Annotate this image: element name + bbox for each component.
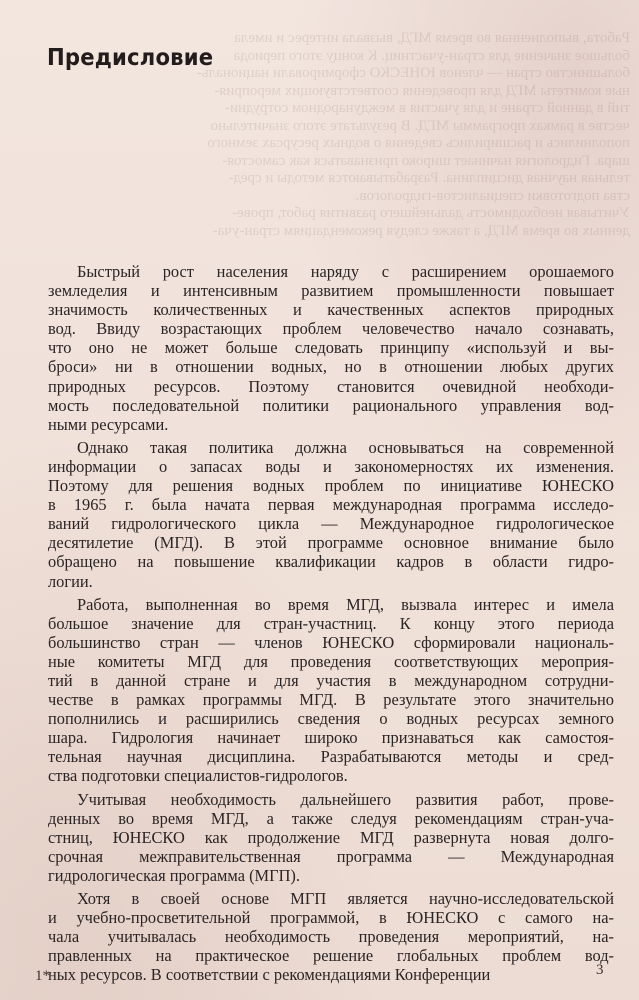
text-line: Однако такая политика должна основываться на современной bbox=[77, 437, 614, 457]
text-line: честве в рамках программы МГД. В результате этого значительно bbox=[48, 690, 614, 710]
text-line: ваний гидрологического цикла — Международное гидрологическое bbox=[48, 514, 614, 534]
bleed-through-text: Работа, выполненная во время МГД, вызвала интерес и имела большое значение для стран-участниц. К концу этого периода большинство стран — членов ЮНЕСКО сформировали националь- ные комитеты МГД для проведения соответствующих мероприя- тий в данной стране и для участия в международном сотрудни- честве в рамках программы МГД. В результате этого значительно пополнились и расширились сведения о водных ресурсах земного шара. Гидрология начинает широко признаваться как самостоя- тельная научная дисциплина. Разрабатываются методы и сред- ства подготовки специалистов-гидрологов. Учитывая необходимость дальнейшего развития работ, прове- денных во время МГД, а также следуя рекомендациям стран-уча- bbox=[196, 30, 630, 239]
text-line: природных ресурсов. Поэтому становится очевидной необходи- bbox=[48, 376, 614, 396]
text-line: ных ресурсов. В соответствии с рекомендациями Конференции bbox=[48, 965, 491, 985]
paragraph bbox=[48, 438, 614, 591]
text-line: пополнились и расширились сведения о водных ресурсах земного bbox=[48, 709, 614, 729]
text-line: Хотя в своей основе МГП является научно-исследовательской bbox=[77, 889, 614, 908]
text-line: десятилетие (МГД). В этой программе основное внимание было bbox=[48, 533, 614, 553]
text-line: логии. bbox=[48, 571, 93, 591]
text-line: денных во время МГД, а также следуя рекомендациям стран-уча- bbox=[48, 808, 614, 828]
text-line: земледелия и интенсивным развитием промышленности повышает bbox=[48, 281, 614, 301]
text-line: обращено на повышение квалификации кадров в области гидро- bbox=[48, 552, 614, 572]
text-line: в 1965 г. была начата первая международная программа исследо- bbox=[48, 495, 614, 515]
text-line: Быстрый рост населения наряду с расширением орошаемого bbox=[77, 262, 614, 281]
signature-mark: 1* bbox=[35, 968, 50, 984]
text-line: Учитывая необходимость дальнейшего развития работ, прове- bbox=[77, 789, 614, 809]
text-line: мость последовательной политики рационального управления вод- bbox=[48, 395, 614, 415]
text-line: Работа, выполненная во время МГД, вызвала интерес и имела bbox=[77, 594, 614, 614]
paragraph bbox=[48, 262, 614, 434]
page-title: Предисловие bbox=[47, 45, 214, 71]
text-line: Поэтому для решения водных проблем по инициативе ЮНЕСКО bbox=[48, 476, 614, 496]
text-line: гидрологическая программа (МГП). bbox=[48, 865, 300, 885]
text-line: шара. Гидрология начинает широко признаваться как самостоя- bbox=[48, 728, 614, 748]
text-line: чала учитывалась необходимость проведения мероприятий, на- bbox=[48, 927, 614, 947]
text-line: броси» ни в отношении водных, но в отношении любых других bbox=[48, 357, 614, 377]
text-line: тий в данной стране и для участия в международном сотрудни- bbox=[48, 670, 614, 690]
paragraph bbox=[48, 889, 614, 984]
text-line: ства подготовки специалистов-гидрологов. bbox=[48, 766, 348, 786]
text-line: что оно не может больше следовать принципу «используй и вы- bbox=[48, 338, 614, 358]
text-line: вод. Ввиду возрастающих проблем человечество начало сознавать, bbox=[48, 319, 614, 339]
body-text bbox=[48, 262, 614, 988]
page-number: 3 bbox=[596, 962, 604, 978]
text-line: большое значение для стран-участниц. К концу этого периода bbox=[48, 613, 614, 633]
text-line: тельная научная дисциплина. Разрабатываются методы и сред- bbox=[48, 747, 614, 767]
text-line: срочная межправительственная программа — Международная bbox=[48, 846, 614, 866]
paragraph bbox=[48, 790, 614, 885]
text-line: правленных на практическое решение глобальных проблем вод- bbox=[48, 946, 614, 966]
text-line: ные комитеты МГД для проведения соответствующих мероприя- bbox=[48, 651, 614, 671]
text-line: информации о запасах воды и закономерностях их изменения. bbox=[48, 456, 614, 476]
text-line: ными ресурсами. bbox=[48, 414, 169, 434]
text-line: значимость количественных и качественных аспектов природных bbox=[48, 300, 614, 320]
text-line: стниц, ЮНЕСКО как продолжение МГД развернута новая долго- bbox=[48, 827, 614, 847]
text-line: большинство стран — членов ЮНЕСКО сформировали националь- bbox=[48, 632, 614, 652]
paragraph bbox=[48, 595, 614, 786]
text-line: и учебно-просветительной программой, в ЮНЕСКО с самого на- bbox=[48, 908, 614, 928]
